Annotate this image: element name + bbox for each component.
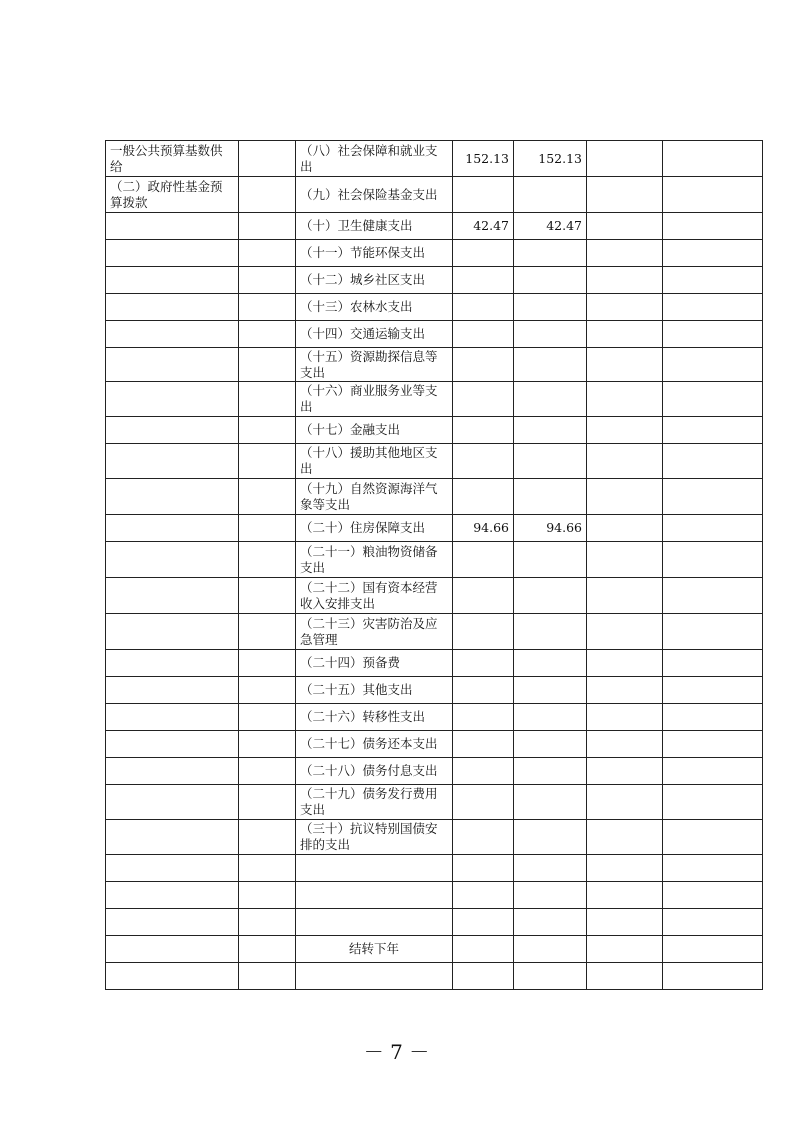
expense-total-cell xyxy=(453,614,514,650)
income-item-cell xyxy=(106,479,239,515)
fund-budget-cell xyxy=(587,141,663,177)
expense-total-cell xyxy=(453,321,514,348)
general-budget-cell xyxy=(514,855,587,882)
general-budget-cell xyxy=(514,177,587,213)
other-cell xyxy=(663,882,763,909)
expense-total-cell xyxy=(453,677,514,704)
fund-budget-cell xyxy=(587,882,663,909)
other-cell xyxy=(663,677,763,704)
general-budget-cell xyxy=(514,785,587,820)
income-amount-cell xyxy=(239,141,296,177)
table-row xyxy=(106,515,763,542)
general-budget-cell xyxy=(514,909,587,936)
expense-item-cell: （二十八）债务付息支出 xyxy=(296,758,453,785)
income-amount-cell xyxy=(239,909,296,936)
fund-budget-cell xyxy=(587,294,663,321)
income-amount-cell xyxy=(239,677,296,704)
expense-item-cell: （二十二）国有资本经营收入安排支出 xyxy=(296,578,453,614)
expense-total-cell xyxy=(453,578,514,614)
expense-item-cell: （九）社会保险基金支出 xyxy=(296,177,453,213)
other-cell xyxy=(663,650,763,677)
expense-total-cell xyxy=(453,294,514,321)
fund-budget-cell xyxy=(587,515,663,542)
income-item-cell: （二）政府性基金预算拨款 xyxy=(106,177,239,213)
income-item-cell xyxy=(106,731,239,758)
general-budget-cell xyxy=(514,936,587,963)
expense-total-cell xyxy=(453,936,514,963)
general-budget-cell xyxy=(514,758,587,785)
expense-item-cell xyxy=(296,909,453,936)
expense-total-cell xyxy=(453,820,514,855)
fund-budget-cell xyxy=(587,578,663,614)
fund-budget-cell xyxy=(587,321,663,348)
other-cell xyxy=(663,267,763,294)
fund-budget-cell xyxy=(587,820,663,855)
income-item-cell: 一般公共预算基数供给 xyxy=(106,141,239,177)
fund-budget-cell xyxy=(587,855,663,882)
fund-budget-cell xyxy=(587,240,663,267)
income-amount-cell xyxy=(239,348,296,382)
other-cell xyxy=(663,820,763,855)
table-body xyxy=(106,141,763,990)
fund-budget-cell xyxy=(587,731,663,758)
fund-budget-cell xyxy=(587,542,663,578)
table-row xyxy=(106,267,763,294)
income-amount-cell xyxy=(239,614,296,650)
table-row xyxy=(106,177,763,213)
table-row xyxy=(106,578,763,614)
general-budget-cell xyxy=(514,963,587,990)
other-cell xyxy=(663,479,763,515)
general-budget-cell xyxy=(514,882,587,909)
table-row xyxy=(106,882,763,909)
expense-item-cell: （二十）住房保障支出 xyxy=(296,515,453,542)
expense-item-cell: （八）社会保障和就业支出 xyxy=(296,141,453,177)
expense-item-cell: （十九）自然资源海洋气象等支出 xyxy=(296,479,453,515)
expense-item-cell: （二十三）灾害防治及应急管理 xyxy=(296,614,453,650)
general-budget-cell xyxy=(514,294,587,321)
general-budget-cell: 152.13 xyxy=(514,141,587,177)
other-cell xyxy=(663,936,763,963)
budget-table xyxy=(105,140,763,990)
general-budget-cell xyxy=(514,820,587,855)
fund-budget-cell xyxy=(587,758,663,785)
general-budget-cell xyxy=(514,267,587,294)
income-item-cell xyxy=(106,936,239,963)
fund-budget-cell xyxy=(587,177,663,213)
expense-total-cell xyxy=(453,909,514,936)
other-cell xyxy=(663,542,763,578)
income-amount-cell xyxy=(239,417,296,444)
expense-total-cell: 42.47 xyxy=(453,213,514,240)
table-row xyxy=(106,677,763,704)
fund-budget-cell xyxy=(587,614,663,650)
income-item-cell xyxy=(106,578,239,614)
income-item-cell xyxy=(106,785,239,820)
table-row xyxy=(106,909,763,936)
other-cell xyxy=(663,444,763,479)
expense-item-cell: （十七）金融支出 xyxy=(296,417,453,444)
income-amount-cell xyxy=(239,542,296,578)
table-row xyxy=(106,240,763,267)
expense-item-cell: （二十六）转移性支出 xyxy=(296,704,453,731)
expense-total-cell xyxy=(453,240,514,267)
income-item-cell xyxy=(106,882,239,909)
fund-budget-cell xyxy=(587,963,663,990)
income-item-cell xyxy=(106,855,239,882)
expense-item-cell: （二十九）债务发行费用支出 xyxy=(296,785,453,820)
income-amount-cell xyxy=(239,882,296,909)
table-row xyxy=(106,444,763,479)
other-cell xyxy=(663,909,763,936)
table-row xyxy=(106,758,763,785)
income-item-cell xyxy=(106,677,239,704)
income-amount-cell xyxy=(239,704,296,731)
other-cell xyxy=(663,785,763,820)
table-row xyxy=(106,855,763,882)
income-item-cell xyxy=(106,444,239,479)
expense-total-cell xyxy=(453,382,514,417)
fund-budget-cell xyxy=(587,213,663,240)
income-amount-cell xyxy=(239,855,296,882)
expense-item-cell: （十五）资源勘探信息等支出 xyxy=(296,348,453,382)
expense-total-cell xyxy=(453,882,514,909)
fund-budget-cell xyxy=(587,704,663,731)
income-item-cell xyxy=(106,240,239,267)
income-amount-cell xyxy=(239,731,296,758)
income-amount-cell xyxy=(239,578,296,614)
general-budget-cell xyxy=(514,348,587,382)
expense-total-cell xyxy=(453,348,514,382)
table-row xyxy=(106,294,763,321)
expense-total-cell: 94.66 xyxy=(453,515,514,542)
expense-item-cell xyxy=(296,882,453,909)
fund-budget-cell xyxy=(587,382,663,417)
income-amount-cell xyxy=(239,650,296,677)
expense-item-cell: （二十四）预备费 xyxy=(296,650,453,677)
fund-budget-cell xyxy=(587,267,663,294)
expense-total-cell xyxy=(453,267,514,294)
other-cell xyxy=(663,240,763,267)
income-amount-cell xyxy=(239,321,296,348)
table-row xyxy=(106,382,763,417)
other-cell xyxy=(663,141,763,177)
expense-item-cell xyxy=(296,963,453,990)
other-cell xyxy=(663,704,763,731)
income-item-cell xyxy=(106,758,239,785)
income-amount-cell xyxy=(239,785,296,820)
income-item-cell xyxy=(106,614,239,650)
table-row xyxy=(106,479,763,515)
expense-total-cell xyxy=(453,758,514,785)
table-row xyxy=(106,731,763,758)
income-item-cell xyxy=(106,909,239,936)
table-row xyxy=(106,650,763,677)
other-cell xyxy=(663,731,763,758)
other-cell xyxy=(663,294,763,321)
fund-budget-cell xyxy=(587,677,663,704)
income-amount-cell xyxy=(239,444,296,479)
income-amount-cell xyxy=(239,294,296,321)
fund-budget-cell xyxy=(587,650,663,677)
general-budget-cell xyxy=(514,382,587,417)
other-cell xyxy=(663,614,763,650)
other-cell xyxy=(663,855,763,882)
income-amount-cell xyxy=(239,213,296,240)
table-row xyxy=(106,348,763,382)
table-row xyxy=(106,820,763,855)
other-cell xyxy=(663,348,763,382)
table-row xyxy=(106,704,763,731)
general-budget-cell xyxy=(514,479,587,515)
income-item-cell xyxy=(106,348,239,382)
expense-total-cell xyxy=(453,704,514,731)
income-amount-cell xyxy=(239,963,296,990)
expense-item-cell: （二十一）粮油物资储备支出 xyxy=(296,542,453,578)
table-row xyxy=(106,542,763,578)
other-cell xyxy=(663,177,763,213)
other-cell xyxy=(663,515,763,542)
expense-item-cell xyxy=(296,855,453,882)
expense-total-cell: 152.13 xyxy=(453,141,514,177)
expense-total-cell xyxy=(453,963,514,990)
general-budget-cell xyxy=(514,417,587,444)
expense-item-cell: （十六）商业服务业等支出 xyxy=(296,382,453,417)
other-cell xyxy=(663,758,763,785)
expense-total-cell xyxy=(453,542,514,578)
other-cell xyxy=(663,321,763,348)
expense-total-cell xyxy=(453,444,514,479)
general-budget-cell xyxy=(514,240,587,267)
table-row xyxy=(106,963,763,990)
expense-total-cell xyxy=(453,855,514,882)
table-row xyxy=(106,417,763,444)
income-amount-cell xyxy=(239,936,296,963)
income-item-cell xyxy=(106,542,239,578)
income-amount-cell xyxy=(239,820,296,855)
fund-budget-cell xyxy=(587,785,663,820)
income-amount-cell xyxy=(239,267,296,294)
expense-item-cell: （十四）交通运输支出 xyxy=(296,321,453,348)
income-item-cell xyxy=(106,963,239,990)
page-number: － 7 － xyxy=(363,1040,430,1064)
expense-total-cell xyxy=(453,650,514,677)
table-row xyxy=(106,614,763,650)
income-item-cell xyxy=(106,213,239,240)
income-item-cell xyxy=(106,820,239,855)
income-item-cell xyxy=(106,321,239,348)
general-budget-cell xyxy=(514,677,587,704)
expense-total-cell xyxy=(453,785,514,820)
general-budget-cell xyxy=(514,444,587,479)
general-budget-cell xyxy=(514,578,587,614)
expense-item-cell: 结转下年 xyxy=(296,936,453,963)
income-amount-cell xyxy=(239,382,296,417)
income-amount-cell xyxy=(239,240,296,267)
general-budget-cell: 42.47 xyxy=(514,213,587,240)
fund-budget-cell xyxy=(587,348,663,382)
income-item-cell xyxy=(106,650,239,677)
income-item-cell xyxy=(106,267,239,294)
fund-budget-cell xyxy=(587,479,663,515)
expense-item-cell: （十一）节能环保支出 xyxy=(296,240,453,267)
income-amount-cell xyxy=(239,758,296,785)
income-item-cell xyxy=(106,704,239,731)
general-budget-cell xyxy=(514,731,587,758)
table-row xyxy=(106,321,763,348)
income-item-cell xyxy=(106,382,239,417)
general-budget-cell xyxy=(514,614,587,650)
income-item-cell xyxy=(106,417,239,444)
expense-total-cell xyxy=(453,417,514,444)
fund-budget-cell xyxy=(587,417,663,444)
expense-item-cell: （二十五）其他支出 xyxy=(296,677,453,704)
table-row xyxy=(106,141,763,177)
income-amount-cell xyxy=(239,479,296,515)
income-amount-cell xyxy=(239,515,296,542)
expense-total-cell xyxy=(453,177,514,213)
income-amount-cell xyxy=(239,177,296,213)
table-row xyxy=(106,213,763,240)
other-cell xyxy=(663,963,763,990)
expense-item-cell: （十）卫生健康支出 xyxy=(296,213,453,240)
expense-item-cell: （十八）援助其他地区支出 xyxy=(296,444,453,479)
general-budget-cell xyxy=(514,650,587,677)
expense-item-cell: （二十七）债务还本支出 xyxy=(296,731,453,758)
table-row xyxy=(106,785,763,820)
expense-total-cell xyxy=(453,479,514,515)
table-row xyxy=(106,936,763,963)
other-cell xyxy=(663,382,763,417)
general-budget-cell: 94.66 xyxy=(514,515,587,542)
general-budget-cell xyxy=(514,704,587,731)
income-item-cell xyxy=(106,294,239,321)
fund-budget-cell xyxy=(587,936,663,963)
other-cell xyxy=(663,578,763,614)
other-cell xyxy=(663,417,763,444)
general-budget-cell xyxy=(514,321,587,348)
fund-budget-cell xyxy=(587,444,663,479)
expense-item-cell: （十三）农林水支出 xyxy=(296,294,453,321)
expense-item-cell: （十二）城乡社区支出 xyxy=(296,267,453,294)
fund-budget-cell xyxy=(587,909,663,936)
general-budget-cell xyxy=(514,542,587,578)
income-item-cell xyxy=(106,515,239,542)
expense-item-cell: （三十）抗议特别国债安排的支出 xyxy=(296,820,453,855)
expense-total-cell xyxy=(453,731,514,758)
other-cell xyxy=(663,213,763,240)
